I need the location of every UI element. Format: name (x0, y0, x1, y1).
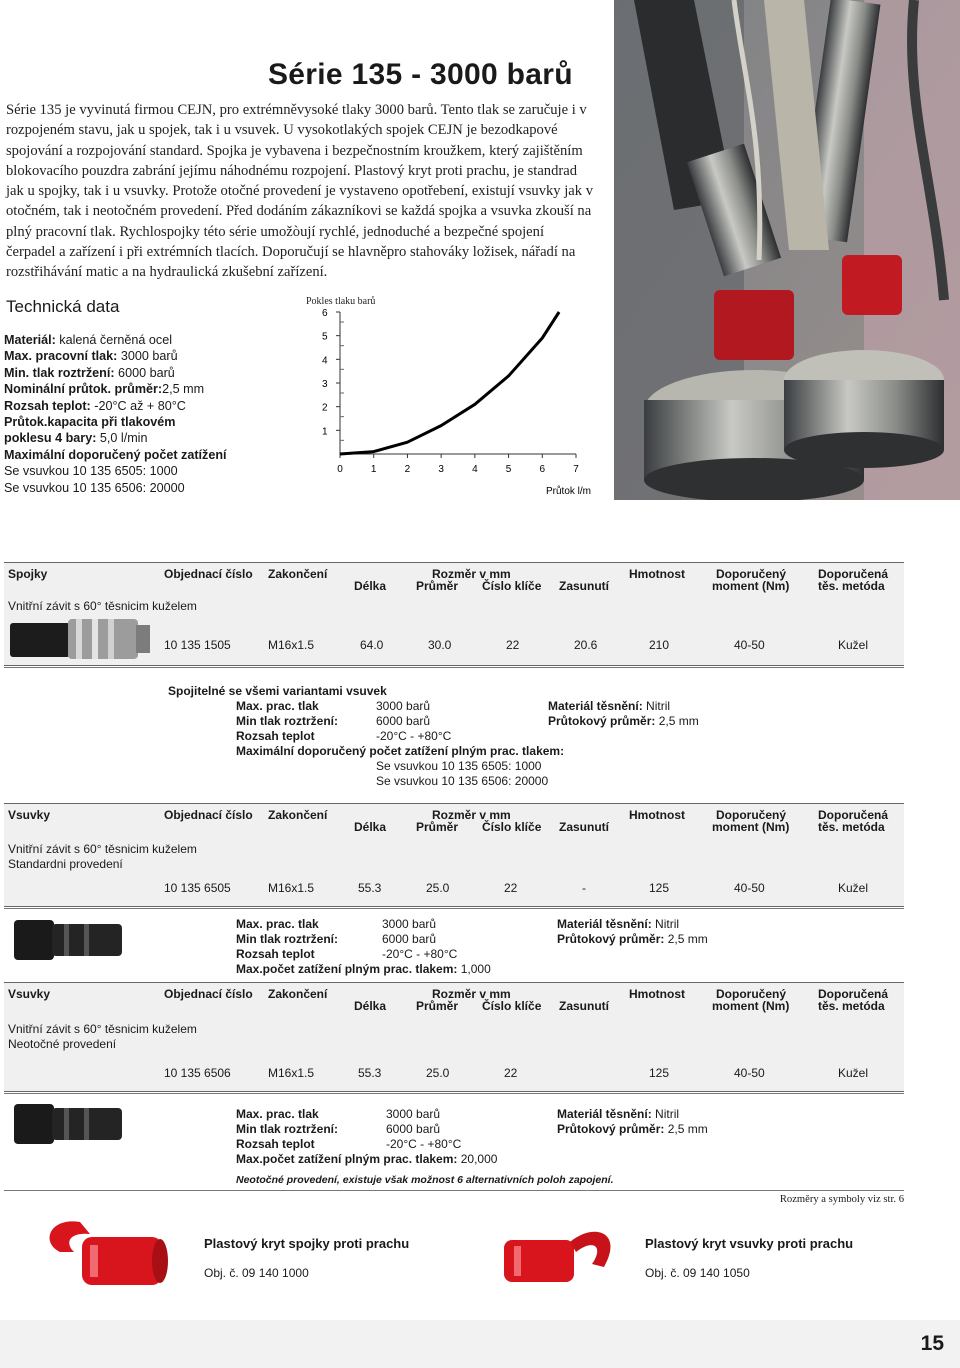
y-tick-label: 3 (322, 379, 328, 390)
x-tick-label: 6 (539, 464, 546, 475)
cell-torque: 40-50 (734, 1066, 765, 1080)
y-tick-label: 1 (322, 426, 328, 438)
cell-key: 22 (506, 638, 520, 652)
col-insert: Zasunutí (559, 820, 609, 834)
cell-end: M16x1.5 (268, 638, 315, 652)
tech-spec-list (4, 332, 304, 496)
x-tick-label: 0 (337, 464, 343, 475)
col-length: Délka (354, 999, 387, 1013)
col-key: Číslo klíče (482, 820, 542, 834)
info-max-label: Max. prac. tlak (236, 1107, 319, 1121)
section-label: Vsuvky (8, 808, 51, 822)
pressure-drop-line (340, 312, 559, 454)
col-dims: Rozměr v mm (432, 567, 511, 581)
spojky-table (4, 562, 904, 666)
info-seal: Materiál těsnění: Nitril (548, 699, 671, 713)
info-temp-value: -20°C - +80°C (376, 729, 452, 743)
info-load-6505: Se vsuvkou 10 135 6505: 1000 (376, 759, 542, 773)
spec-load-6506: Se vsuvkou 10 135 6506: 20000 (4, 480, 185, 495)
col-diameter: Průměr (416, 999, 459, 1013)
info-temp-value: -20°C - +80°C (386, 1137, 462, 1151)
nipple-cap-title: Plastový kryt vsuvky proti prachu (645, 1236, 854, 1251)
tech-heading: Technická data (6, 297, 120, 316)
cell-weight: 210 (649, 638, 670, 652)
row-desc: Vnitřní závit s 60° těsnicim kuželem (8, 599, 197, 613)
col-insert: Zasunutí (559, 999, 609, 1013)
x-tick-label: 3 (438, 464, 444, 475)
info-seal: Materiál těsnění: Nitril (557, 917, 680, 931)
cell-diameter: 30.0 (428, 638, 452, 652)
intro-paragraph: Série 135 je vyvinutá firmou CEJN, pro extrémněvysoké tlaky 3000 barů. Tento tlak se zaručuje i v rozpojeném stavu, jak u spojek, tak i u vsuvek. U vysokotlakých spojek CEJN je bezodkapové spojování a rozpojování standard. Spojka je vybavena i bezpečnostním kroužkem, který zajištěním blokovacího pouzdra zabrání jejímu náhodnému rozpojení. Plastový kryt proti prachu, je standrad jak u spojky, tak i u vsuvky. Protože otočné provedení je vystaveno opotřebení, existují vsuvky jak v otočném, tak i neotočném provedení. Před dodáním zákazníkovi se každá spojka a vsuvka zkouší na plný pracovní tlak. Rychlospojky této série umožòují rychlé, jednoduché a bezpečné spojení čerpadel a zařízení i při extrémních tlacích. Doporučují se hlavněpro stahováky ložisek, nářadí na rozstřihávání matic a na hydraulická zkušební zařízení. (6, 102, 594, 281)
info-max-label: Max. prac. tlak (236, 917, 319, 931)
section-label: Vsuvky (8, 987, 51, 1001)
y-tick-label: 2 (322, 402, 328, 414)
col-order: Objednací číslo (164, 567, 253, 581)
info-flow: Průtokový průměr: 2,5 mm (548, 714, 699, 728)
compat-title: Spojitelné se všemi variantami vsuvek (168, 684, 387, 698)
col-key: Číslo klíče (482, 999, 542, 1013)
col-torque-2: moment (Nm) (712, 820, 790, 834)
x-tick-label: 1 (370, 464, 377, 475)
cell-torque: 40-50 (734, 881, 765, 895)
x-tick-label: 5 (505, 464, 512, 475)
page-footer-bar (0, 1320, 960, 1368)
coupling-dust-cap-image (30, 1212, 190, 1302)
y-tick-label: 6 (322, 308, 328, 319)
col-weight: Hmotnost (629, 808, 685, 822)
coupling-cap-order: Obj. č. 09 140 1000 (204, 1266, 309, 1280)
col-dims: Rozměr v mm (432, 987, 511, 1001)
info-temp-label: Rozsah teplot (236, 1137, 315, 1151)
col-method: Doporučená (818, 567, 889, 581)
col-method-2: těs. metóda (818, 999, 885, 1013)
product-photo (614, 0, 960, 500)
info-min-label: Min tlak roztržení: (236, 714, 339, 728)
info-flow: Průtokový průměr: 2,5 mm (557, 1122, 708, 1136)
info-temp-value: -20°C - +80°C (382, 947, 458, 961)
y-tick-label: 5 (322, 331, 328, 343)
vsuvky-standard-table (4, 803, 904, 907)
cell-order: 10 135 6505 (164, 881, 231, 895)
col-method: Doporučená (818, 808, 889, 822)
spec-flow-capacity: Průtok.kapacita při tlakovém (4, 415, 176, 430)
col-insert: Zasunutí (559, 579, 609, 593)
footnote: Rozměry a symboly viz str. 6 (779, 1194, 904, 1205)
cell-weight: 125 (649, 1066, 670, 1080)
vsuvky-neotocne-table (4, 982, 904, 1092)
row-desc-2: Standardni provedení (8, 857, 123, 871)
col-torque-2: moment (Nm) (712, 579, 790, 593)
row-desc: Vnitřní závit s 60° těsnicim kuželem (8, 1022, 197, 1036)
cell-weight: 125 (649, 881, 670, 895)
spec-material: Materiál: kalená černěná ocel (4, 333, 173, 347)
page-number: 15 (920, 1332, 944, 1355)
col-diameter: Průměr (416, 579, 459, 593)
x-tick-label: 7 (573, 464, 579, 475)
nipple-cap-order: Obj. č. 09 140 1050 (645, 1266, 750, 1280)
info-flow: Průtokový průměr: 2,5 mm (557, 932, 708, 946)
info-load-6506: Se vsuvkou 10 135 6506: 20000 (376, 774, 549, 788)
col-weight: Hmotnost (629, 987, 685, 1001)
coupling-image (6, 613, 156, 663)
cell-method: Kužel (838, 1066, 869, 1080)
col-method-2: těs. metóda (818, 579, 885, 593)
col-method-2: těs. metóda (818, 820, 885, 834)
divider (4, 667, 904, 668)
cell-order: 10 135 1505 (164, 638, 231, 652)
spec-min-burst: Min. tlak roztržení: 6000 barů (4, 365, 175, 380)
cell-end: M16x1.5 (268, 1066, 315, 1080)
info-load: Max.počet zatížení plným prac. tlakem: 20,000 (236, 1152, 498, 1166)
info-load-label: Maximální doporučený počet zatížení plným prac. tlakem: (236, 744, 565, 758)
cell-key: 22 (504, 881, 518, 895)
col-method: Doporučená (818, 987, 889, 1001)
cell-length: 55.3 (358, 881, 382, 895)
cell-insert: 20.6 (574, 638, 598, 652)
spec-load-6505: Se vsuvkou 10 135 6505: 1000 (4, 464, 178, 479)
row-desc: Vnitřní závit s 60° těsnicim kuželem (8, 842, 197, 856)
info-min-value: 6000 barů (376, 714, 431, 728)
col-length: Délka (354, 579, 387, 593)
col-dims: Rozměr v mm (432, 808, 511, 822)
info-max-value: 3000 barů (376, 699, 431, 713)
info-min-label: Min tlak roztržení: (236, 932, 339, 946)
x-axis-label: Průtok l/m (546, 486, 592, 497)
info-min-value: 6000 barů (386, 1122, 441, 1136)
divider (4, 908, 904, 909)
info-temp-label: Rozsah teplot (236, 729, 315, 743)
nipple-dust-cap-image (484, 1212, 644, 1302)
x-tick-label: 2 (404, 464, 411, 475)
col-order: Objednací číslo (164, 987, 253, 1001)
col-end: Zakončení (268, 567, 328, 581)
cell-end: M16x1.5 (268, 881, 315, 895)
info-temp-label: Rozsah teplot (236, 947, 315, 961)
x-tick-label: 4 (472, 464, 478, 475)
divider (4, 1190, 904, 1191)
info-load: Max.počet zatížení plným prac. tlakem: 1,000 (236, 962, 491, 976)
chart-title: Pokles tlaku barů (306, 296, 376, 307)
col-diameter: Průměr (416, 820, 459, 834)
info-seal: Materiál těsnění: Nitril (557, 1107, 680, 1121)
spec-max-load: Maximální doporučený počet zatížení (4, 447, 227, 462)
y-tick-label: 4 (322, 355, 328, 367)
page-title: Série 135 - 3000 barů (268, 58, 573, 91)
col-order: Objednací číslo (164, 808, 253, 822)
cell-insert: - (582, 881, 586, 895)
cell-torque: 40-50 (734, 638, 765, 652)
coupling-cap-title: Plastový kryt spojky proti prachu (204, 1236, 410, 1251)
cell-method: Kužel (838, 881, 869, 895)
cell-order: 10 135 6506 (164, 1066, 231, 1080)
col-torque: Doporučený (716, 987, 787, 1001)
section-label: Spojky (8, 567, 48, 581)
spec-max-pressure: Max. pracovní tlak: 3000 barů (4, 349, 178, 364)
cell-diameter: 25.0 (426, 1066, 450, 1080)
info-max-value: 3000 barů (386, 1107, 441, 1121)
col-torque-2: moment (Nm) (712, 999, 790, 1013)
col-length: Délka (354, 820, 387, 834)
info-max-value: 3000 barů (382, 917, 437, 931)
divider (4, 1093, 904, 1094)
col-end: Zakončení (268, 987, 328, 1001)
cell-length: 64.0 (360, 638, 384, 652)
col-end: Zakončení (268, 808, 328, 822)
cell-method: Kužel (838, 638, 869, 652)
cell-key: 22 (504, 1066, 518, 1080)
spec-pressure-drop: poklesu 4 bary: 5,0 l/min (4, 431, 148, 446)
cell-length: 55.3 (358, 1066, 382, 1080)
row-desc-2: Neotočné provedení (8, 1037, 117, 1051)
col-weight: Hmotnost (629, 567, 685, 581)
neotocne-note: Neotočné provedení, existuje však možnost 6 alternativních poloh zapojení. (236, 1174, 614, 1186)
info-min-label: Min tlak roztržení: (236, 1122, 339, 1136)
col-key: Číslo klíče (482, 579, 542, 593)
col-torque: Doporučený (716, 567, 787, 581)
nipple-image-standard (4, 910, 134, 970)
pressure-drop-chart (296, 292, 608, 502)
info-min-value: 6000 barů (382, 932, 437, 946)
cell-diameter: 25.0 (426, 881, 450, 895)
spec-nominal-flow: Nominální průtok. průměr:2,5 mm (4, 382, 205, 397)
info-max-label: Max. prac. tlak (236, 699, 319, 713)
col-torque: Doporučený (716, 808, 787, 822)
spec-temp-range: Rozsah teplot: -20°C až + 80°C (4, 398, 186, 413)
nipple-image-neotocne (4, 1094, 134, 1154)
